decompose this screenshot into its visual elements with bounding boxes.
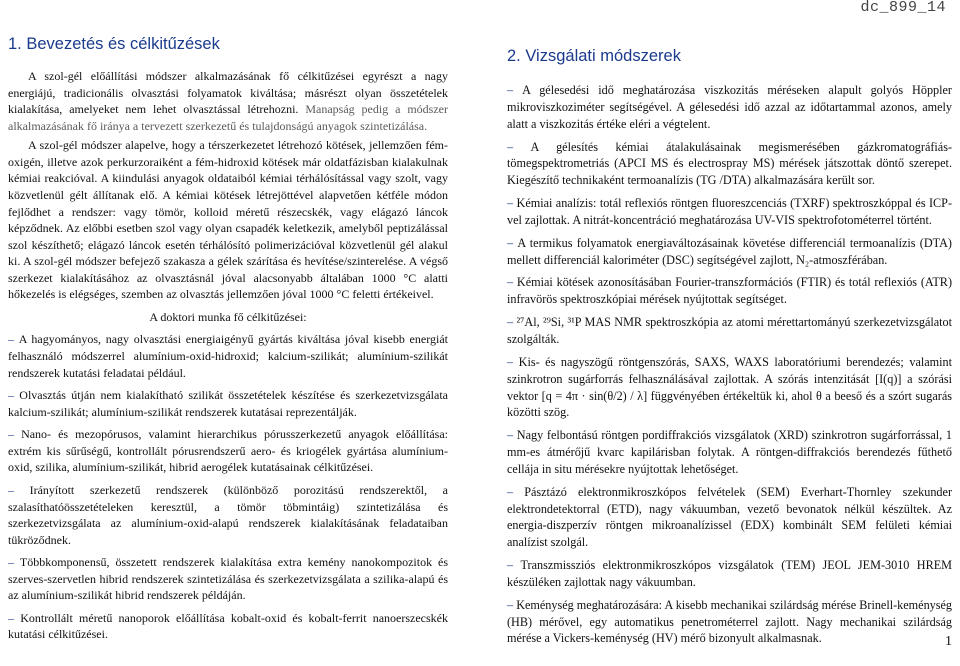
aim-item: – Irányított szerkezetű rendszerek (különböző porozitású rendszerektől, a szalasíthatóösszetételeken keresztül, a tömör töbmintáig) szintetizálása és szerkezetvizsgálata az alumínium-oxid-alapú rendszerek kialakításának feladataiban tükröződnek. — [8, 482, 448, 547]
aim-item: – Többkomponensű, összetett rendszerek kialakítása extra kemény nanokompozitok és szerves-szervetlen hibrid rendszerek szintetizálása és szerkezetvizsgálata a szilika-alapú és az alumínium-szilikát hibrid rendszerek példáján. — [8, 555, 448, 603]
aim-item: – Nano- és mezopórusos, valamint hierarchikus pórusszerkezetű anyagok előállítása: extrém kis sűrűségű, kontrollált pórusrendszerű aero- és kriogélek gyártása alumínium-oxid, szilika, alumínium-szilikát, hibrid aerogélek kutatásainak célkitűzései. — [8, 427, 449, 475]
dash-bullet-icon: – — [8, 427, 22, 442]
method-item: – A termikus folyamatok energiaváltozásainak követése differenciál termoanalízis (DTA) mellett differenciál kaloriméter (DSC) segítségével zajlott, N₂-atmoszférában. — [507, 235, 952, 267]
method-item: – Transzmissziós elektronmikroszkópos vizsgálatok (TEM) JEOL JEM-3010 HREM készüléken zajlottak nagy vákuumban. — [507, 558, 953, 589]
aim-item: – Kontrollált méretű nanoporok előállítása kobalt-oxid és kobalt-ferrit nanoerszecskék kutatási célkitűzései. — [8, 610, 448, 642]
method-item: – Kis- és nagyszögű röntgenszórás, SAXS, WAXS laboratóriumi berendezés; valamint szinkrotron sugárforrás felhasználásával zajlottak. A szórás intenzitását [I(q)] a szórási vektor [q = 4π · sin(θ/2) / λ] függvényében értékeltük ki, ahol θ a beeső és a szórt sugarás közötti szög. — [507, 354, 952, 420]
dash-bullet-icon: – — [507, 235, 518, 250]
aim-item: – A hagyományos, nagy olvasztási energiaigényű gyártás kiváltása jóval kisebb energiát felhasználó módszerrel alumínium-oxid-hidroxid; kalcium-szilikát; alumínium-szilikát rendszerek kutatási feladatai például. — [8, 332, 448, 380]
method-item: – ²⁷Al, ²⁹Si, ³¹P MAS NMR spektroszkópia az atomi mérettartományú szerkezetvizsgálatot szolgálták. — [507, 315, 953, 346]
method-item: – Kémiai analízis: totál reflexiós röntgen fluoreszcenciás (TXRF) spektroszkóppal és ICP-vel zajlottak. A nitrát-koncentráció meghatározása UV-VIS spektrofotométerrel történt. — [507, 196, 952, 227]
methods-body — [507, 76, 952, 650]
page-number: 1 — [945, 634, 952, 649]
dash-bullet-icon: – — [507, 139, 531, 154]
method-item: – A gélesítés kémiai átalakulásainak megismerésében gázkromatográfiás-tömegspektrometriás (APCI MS és electrospray MS) mérések játszottak döntő szerepet. Kiegészítő technikaként termoanalízis (TG /DTA) alkalmazására került sor. — [507, 139, 953, 188]
dash-bullet-icon: – — [507, 428, 517, 443]
dash-bullet-icon: – — [507, 558, 521, 573]
section-heading-methods: 2. Vizsgálati módszerek — [507, 47, 681, 65]
aim-item: – Olvasztás útján nem kialakítható szilikát összetételek készítése és szerkezetvizsgálata kalcium-szilikát; alumínium-szilikát rendszerek kutatásai reprezentálják. — [8, 388, 448, 419]
dash-bullet-icon: – — [8, 555, 20, 570]
intro-paragraph-1-text: A szol-gél előállítási módszer alkalmazásának fő célkitűzései egyrészt a nagy energiájú, tradicionális olvasztási folyamatok kiváltása; másrészt olyan összetételek kialakítása, amelyeket nem lehet olvasztással létrehozni. — [8, 69, 448, 117]
intro-body — [8, 68, 448, 646]
method-item: – A gélesedési idő meghatározása viszkozitás méréseken alapult golyós Höppler mikroviszkoziméter segítségével. A gélesedési idő azzal az időtartammal azonos, amely alatt a viszkozitás értéke eléri a végtelent. — [507, 83, 952, 131]
intro-paragraph-2: A szol-gél módszer alapelve, hogy a térszerkezetet létrehozó kötések, jellemzően fém-oxigén, illetve azok perkurzoraiként a fém-hidroxid kötések már oldatfázisban kialakulnak kémiai reakcióval. A kiindulási anyagok oldataiból kémiai térhálósítással vagy szolt, vagy közvetlenül gélt állítanak elő. A kémiai kötések létrejöttével alapvetően kétféle módon fejlődhet a rendszer: vagy tömör, kolloid méretű részecskék, vagy elágazó láncok képződnek. Az előbbi esetben szol vagy olyan csapadék keletkezik, amelyből peptizálással szol készíthető; elágazó láncok esetén térhálósító polimerizációval közvetlenül gél alakul ki. A szol-gél módszer befejező szakasza a gélek szárítása és hevítése/szinterelése. A végső szerkezet kialakításához az olvasztásnál jóval alacsonyabb általában 1000 °C alatti hőkezelés is elégséges, szemben az olvasztás jellemzően jóval 1000 °C feletti értékeivel. — [8, 138, 448, 302]
dash-bullet-icon: – — [507, 354, 519, 369]
dash-bullet-icon: – — [507, 196, 517, 211]
method-item: – Kémiai kötések azonosításában Fourier-transzformációs (FTIR) és totál reflexiós (ATR) infravörös spektroszkópiai mérések nyújtottak segítséget. — [507, 275, 952, 307]
dash-bullet-icon: – — [507, 315, 517, 330]
method-item: – Nagy felbontású röntgen pordiffrakciós vizsgálatok (XRD) szinkrotron sugárforrással, 1 mm-es átmérőjű kvarc kapilárisban folytak. A röntgen-diffrakciós berendezés fűthető cellája in situ mérésekre nyújtottak lehetőséget. — [507, 428, 952, 476]
dash-bullet-icon: – — [507, 275, 517, 290]
dash-bullet-icon: – — [8, 610, 21, 625]
intro-paragraph-1-gray: Manapság pedig a módszer alkalmazásának fő iránya a tervezett szerkezetű és tulajdonságú anyagok szintetizálása. — [8, 102, 448, 133]
intro-paragraph-1 — [8, 68, 448, 134]
document-id: dc_899_14 — [860, 0, 946, 16]
dash-bullet-icon: – — [8, 482, 30, 497]
dash-bullet-icon: – — [507, 83, 523, 97]
aims-title: A doktori munka fő célkitűzései: — [149, 309, 307, 324]
method-item: – Keménység meghatározására: A kisebb mechanikai szilárdság mérése Brinell-keménység (HB) mérővel, egy automatikus penetrométerrel zajlott. Nagy mechanikai szilárdság mérése a Vickers-keménység (HV) mérő bizonyult alkalmasnak. — [507, 597, 953, 646]
dash-bullet-icon: – — [507, 484, 525, 499]
section-heading-intro: 1. Bevezetés és célkitűzések — [8, 35, 220, 53]
dash-bullet-icon: – — [8, 332, 19, 347]
method-item: – Pásztázó elektronmikroszkópos felvételek (SEM) Everhart-Thornley szekunder elektrondetektorral (ETD), nagy vákuumban, vezető bevonatok nélkül készültek. Az energia-diszperzív röntgen mikroanalízissel (EDX) kombinált SEM felületi kémiai analízist szolgál. — [507, 484, 952, 550]
dash-bullet-icon: – — [507, 597, 517, 612]
dash-bullet-icon: – — [8, 388, 20, 403]
